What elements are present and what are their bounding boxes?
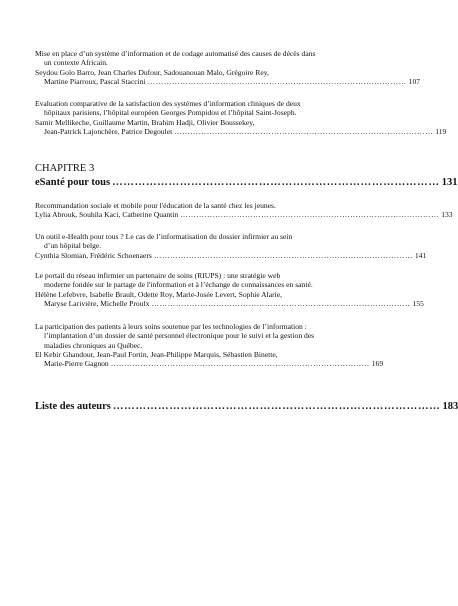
chapter-title: eSanté pour tous — [35, 177, 111, 188]
entry-title-line: hôpitaux parisiens, l’hôpital européen Georges Pompidou et l’hôpital Saint-Joseph. — [44, 108, 297, 118]
chapter-label: CHAPITRE 3 — [35, 163, 95, 174]
toc-entry — [35, 99, 447, 136]
dot-leader: …………………………………………………………………………………… — [110, 359, 370, 369]
entry-authors-line: Jean-Patrick Lajonchère, Patrice Degoulet — [44, 126, 173, 136]
entry-authors-line: Hélène Lefebvre, Isabelle Brault, Odette Roy, Marie-Josée Levert, Sophie Alarie, — [35, 289, 283, 299]
entry-title-line: Evaluation comparative de la satisfaction des systèmes d’information cliniques de deux — [35, 99, 301, 108]
entry-last-line — [35, 250, 427, 260]
dot-leader: …………………………………………………………………………………… — [151, 298, 411, 308]
entry-authors-line: Martine Piarroux, Pascal Staccini — [44, 76, 146, 86]
entry-authors-line: Samir Mellikeche, Guillaume Martin, Brahim Hadji, Olivier Boussekey, — [35, 117, 255, 127]
entry-title-line: l’implantation d’un dossier de santé personnel électronique pour le suivi et la gestion des — [44, 331, 315, 341]
page-number: 141 — [414, 250, 427, 260]
entry-authors-line: Marie-Pierre Gagnon — [44, 359, 109, 369]
dot-leader: …………………………………………………………………………… — [112, 177, 440, 188]
entry-title-line: Un outil e-Health pour tous ? Le cas de l’informatisation du dossier infirmier au sein — [35, 232, 293, 241]
entry-authors-line: El Kebir Ghandour, Jean-Paul Fortin, Jean-Philippe Marquis, Sébastien Binette, — [35, 349, 278, 359]
entry-title-line: Recommandation sociale et mobile pour l'éducation de la santé chez les jeunes. — [35, 201, 276, 210]
page-number: 119 — [435, 126, 447, 136]
entry-title-line: moderne fondée sur le partage de l'information et à l’échange de connaissances en santé. — [44, 280, 313, 290]
dot-leader: …………………………………………………………………………………… — [147, 76, 407, 86]
entry-last-line — [35, 298, 424, 308]
toc-entry — [35, 201, 453, 220]
chapter-title-line — [35, 177, 458, 188]
page-number: 131 — [441, 177, 458, 188]
dot-leader: …………………………………………………………………………………… — [180, 210, 440, 220]
toc-entry — [35, 322, 384, 369]
dot-leader: …………………………………………………………………………………… — [153, 250, 413, 260]
dot-leader: …………………………………………………………………………… — [112, 401, 441, 412]
entry-last-line — [35, 126, 447, 136]
authors-list-line — [35, 401, 458, 412]
authors-list-title: Liste des auteurs — [35, 401, 111, 412]
entry-last-line — [35, 210, 453, 220]
page-number: 107 — [408, 76, 421, 86]
entry-title-line: La participation des patients à leurs soins soutenue par les technologies de l’information : — [35, 322, 307, 331]
entry-title-line: un contexte Africain. — [44, 58, 108, 68]
toc-entry — [35, 49, 421, 86]
entry-last-line — [35, 359, 384, 369]
entry-authors-line: Maryse Larivière, Michelle Proulx — [44, 298, 150, 308]
page-number: 133 — [441, 210, 453, 220]
entry-authors-line: Cynthia Slomian, Frédéric Schoenaers — [35, 250, 152, 260]
entry-authors-line: Seydou Golo Barro, Jean Charles Dufour, Sadouanouan Malo, Grégoire Rey, — [35, 67, 269, 77]
entry-title-line: d’un hôpital belge. — [44, 241, 102, 251]
dot-leader: …………………………………………………………………………………… — [174, 126, 434, 136]
entry-authors-line: Lylia Abrouk, Souhila Kaci, Catherine Quantin — [35, 210, 179, 220]
entry-title-line: Le portail du réseau infirmier un partenaire de soins (RIUPS) : une stratégie web — [35, 271, 281, 280]
entry-last-line — [35, 76, 421, 86]
page-number: 183 — [442, 401, 458, 412]
entry-title-line: maladies chroniques au Québec. — [44, 340, 143, 350]
entry-title-line: Mise en place d’un système d’information et de codage automatisé des causes de décès dans — [35, 49, 316, 58]
toc-entry — [35, 271, 424, 308]
toc-entry — [35, 232, 427, 260]
page-number: 155 — [412, 298, 424, 308]
page-number: 169 — [371, 359, 384, 369]
